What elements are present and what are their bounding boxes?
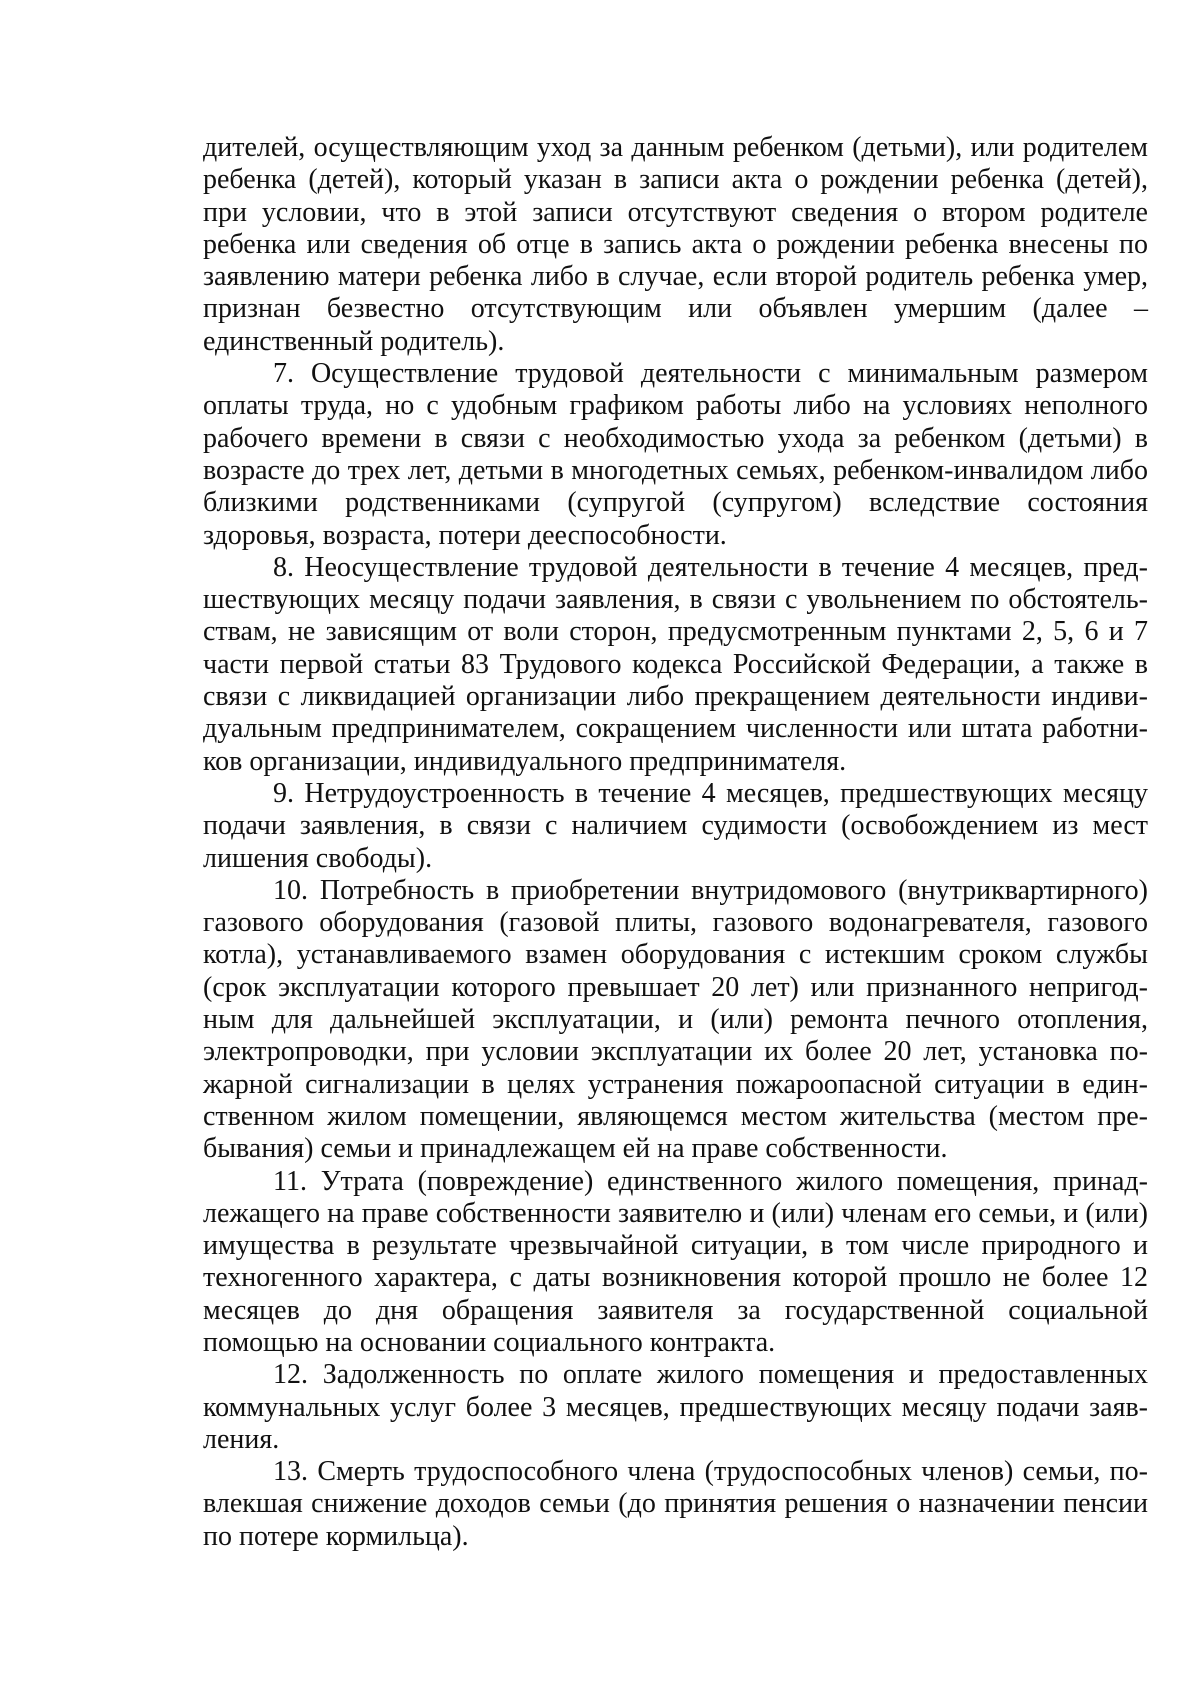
document-page <box>203 132 1148 1553</box>
paragraph-item-8: 8. Неосуществление трудовой деятельности в течение 4 месяцев, предшествующих месяцу подачи заявления, в связи с увольнением по обстоятельствам, не зависящим от воли сторон, предусмотренным пунктами 2, 5, 6 и 7 части первой статьи 83 Трудового кодекса Российской Федерации, а также в связи с ликвидацией организации либо прекращением деятельности индивидуальным предпринимателем, сокращением численности или штата работников организации, индивидуального предпринимателя. <box>203 551 1148 777</box>
paragraph-item-10: 10. Потребность в приобретении внутридомового (внутриквартирного) газового оборудования (газовой плиты, газового водонагревателя, газового котла), устанавливаемого взамен оборудования с истекшим сроком службы (срок эксплуатации которого превышает 20 лет) или признанного непригодным для дальнейшей эксплуатации, и (или) ремонта печного отопления, электропроводки, при условии эксплуатации их более 20 лет, установка пожарной сигнализации в целях устранения пожароопасной ситуации в единственном жилом помещении, являющемся местом жительства (местом пребывания) семьи и принадлежащем ей на праве собственности. <box>203 874 1148 1165</box>
paragraph-item-13: 13. Смерть трудоспособного члена (трудоспособных членов) семьи, повлекшая снижение доходов семьи (до принятия решения о назначении пенсии по потере кормильца). <box>203 1456 1148 1552</box>
paragraph-continuation: дителей, осуществляющим уход за данным ребенком (детьми), или родителем ребенка (детей), который указан в записи акта о рождении ребенка (детей), при условии, что в этой записи отсутствуют сведения о втором родителе ребенка или сведения об отце в запись акта о рождении ребенка внесены по заявлению матери ребенка либо в случае, если второй родитель ребенка умер, признан безвестно отсутствующим или объявлен умершим (далее – единственный родитель). <box>203 132 1148 357</box>
paragraph-item-7: 7. Осуществление трудовой деятельности с минимальным размером оплаты труда, но с удобным графиком работы либо на условиях неполного рабочего времени в связи с необходимостью ухода за ребенком (детьми) в возрасте до трех лет, детьми в многодетных семьях, ребенком-инвалидом либо близкими родственниками (супругой (супругом) вследствие состояния здоровья, возраста, потери дееспособности. <box>203 358 1148 551</box>
paragraph-item-9: 9. Нетрудоустроенность в течение 4 месяцев, предшествующих месяцу подачи заявления, в связи с наличием судимости (освобождением из мест лишения свободы). <box>203 777 1148 874</box>
paragraph-item-12: 12. Задолженность по оплате жилого помещения и предоставленных коммунальных услуг более 3 месяцев, предшествующих месяцу подачи заявления. <box>203 1359 1148 1455</box>
paragraph-item-11: 11. Утрата (повреждение) единственного жилого помещения, принадлежащего на праве собственности заявителю и (или) членам его семьи, и (или) имущества в результате чрезвычайной ситуации, в том числе природного и техногенного характера, с даты возникновения которой прошло не более 12 месяцев до дня обращения заявителя за государственной социальной помощью на основании социального контракта. <box>203 1165 1148 1358</box>
